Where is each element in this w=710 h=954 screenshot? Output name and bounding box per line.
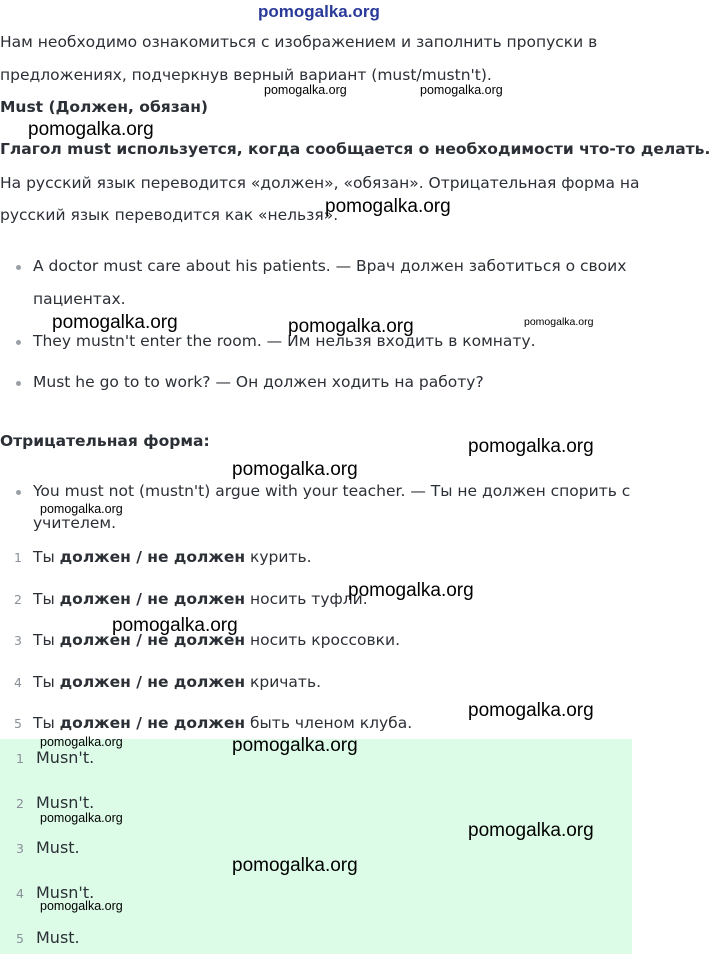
answer-number: 2 xyxy=(16,796,24,811)
answer-number: 5 xyxy=(16,931,24,946)
translation-line-1: На русский язык переводится «должен», «обязан». Отрицательная форма на xyxy=(0,174,640,192)
rule-text: Глагол must используется, когда сообщается о необходимости что-то делать. xyxy=(0,140,710,158)
watermark: pomogalka.org xyxy=(232,459,358,480)
task-prefix: Ты xyxy=(33,590,55,608)
bullet-icon xyxy=(16,381,21,386)
task-4 xyxy=(33,673,321,691)
task-choice: должен / не должен xyxy=(59,548,246,566)
watermark: pomogalka.org xyxy=(325,196,451,217)
task-suffix: носить кроссовки. xyxy=(250,631,401,649)
watermark: pomogalka.org xyxy=(348,580,474,601)
watermark: pomogalka.org xyxy=(232,735,358,756)
task-number: 2 xyxy=(14,592,22,607)
negative-title: Отрицательная форма: xyxy=(0,432,210,450)
answer-2: Musn't. xyxy=(36,793,95,812)
watermark: pomogalka.org xyxy=(40,811,123,825)
task-suffix: кричать. xyxy=(250,673,322,691)
watermark: pomogalka.org xyxy=(40,735,123,749)
watermark: pomogalka.org xyxy=(40,899,123,913)
task-number: 5 xyxy=(14,716,22,731)
answers-panel xyxy=(0,739,632,954)
task-choice: должен / не должен xyxy=(59,590,246,608)
task-5 xyxy=(33,714,412,732)
intro-line-2: предложениях, подчеркнув верный вариант (must/mustn't). xyxy=(0,66,492,84)
watermark: pomogalka.org xyxy=(264,83,347,97)
task-prefix: Ты xyxy=(33,673,55,691)
task-suffix: курить. xyxy=(250,548,312,566)
bullet-icon xyxy=(16,340,21,345)
example-2: They mustn't enter the room. — Им нельзя входить в комнату. xyxy=(33,332,536,350)
task-number: 1 xyxy=(14,550,22,565)
answer-3: Must. xyxy=(36,838,80,857)
task-suffix: носить туфли. xyxy=(250,590,368,608)
watermark: pomogalka.org xyxy=(28,119,154,140)
section-title: Must (Должен, обязан) xyxy=(0,98,208,116)
negative-example-line-2: учителем. xyxy=(33,514,117,532)
answer-4: Musn't. xyxy=(36,883,95,902)
task-prefix: Ты xyxy=(33,548,55,566)
answer-1: Musn't. xyxy=(36,748,95,767)
task-2 xyxy=(33,590,368,608)
task-number: 4 xyxy=(14,675,22,690)
watermark: pomogalka.org xyxy=(52,312,178,333)
watermark: pomogalka.org xyxy=(112,615,238,636)
task-choice: должен / не должен xyxy=(59,714,246,732)
watermark: pomogalka.org xyxy=(40,502,123,516)
task-choice: должен / не должен xyxy=(59,673,246,691)
bullet-icon xyxy=(16,490,21,495)
watermark-top: pomogalka.org xyxy=(258,2,380,21)
watermark: pomogalka.org xyxy=(468,700,594,721)
task-choice: должен / не должен xyxy=(59,631,246,649)
task-1 xyxy=(33,548,312,566)
example-3: Must he go to to work? — Он должен ходить на работу? xyxy=(33,373,484,391)
watermark: pomogalka.org xyxy=(288,316,414,337)
watermark: pomogalka.org xyxy=(468,820,594,841)
answer-number: 3 xyxy=(16,841,24,856)
answer-number: 4 xyxy=(16,886,24,901)
bullet-icon xyxy=(16,265,21,270)
example-1-line-1: A doctor must care about his patients. — Врач должен заботиться о своих xyxy=(33,257,627,275)
example-1-line-2: пациентах. xyxy=(33,290,126,308)
answer-5: Must. xyxy=(36,928,80,947)
watermark: pomogalka.org xyxy=(468,436,594,457)
task-number: 3 xyxy=(14,633,22,648)
watermark: pomogalka.org xyxy=(420,83,503,97)
task-prefix: Ты xyxy=(33,714,55,732)
task-suffix: быть членом клуба. xyxy=(250,714,413,732)
task-prefix: Ты xyxy=(33,631,55,649)
answer-number: 1 xyxy=(16,751,24,766)
translation-line-2: русский язык переводится как «нельзя». xyxy=(0,206,339,224)
negative-example-line-1: You must not (mustn't) argue with your teacher. — Ты не должен спорить с xyxy=(33,482,631,500)
watermark: pomogalka.org xyxy=(232,855,358,876)
watermark: pomogalka.org xyxy=(524,316,594,328)
intro-line-1: Нам необходимо ознакомиться с изображением и заполнить пропуски в xyxy=(0,33,598,51)
